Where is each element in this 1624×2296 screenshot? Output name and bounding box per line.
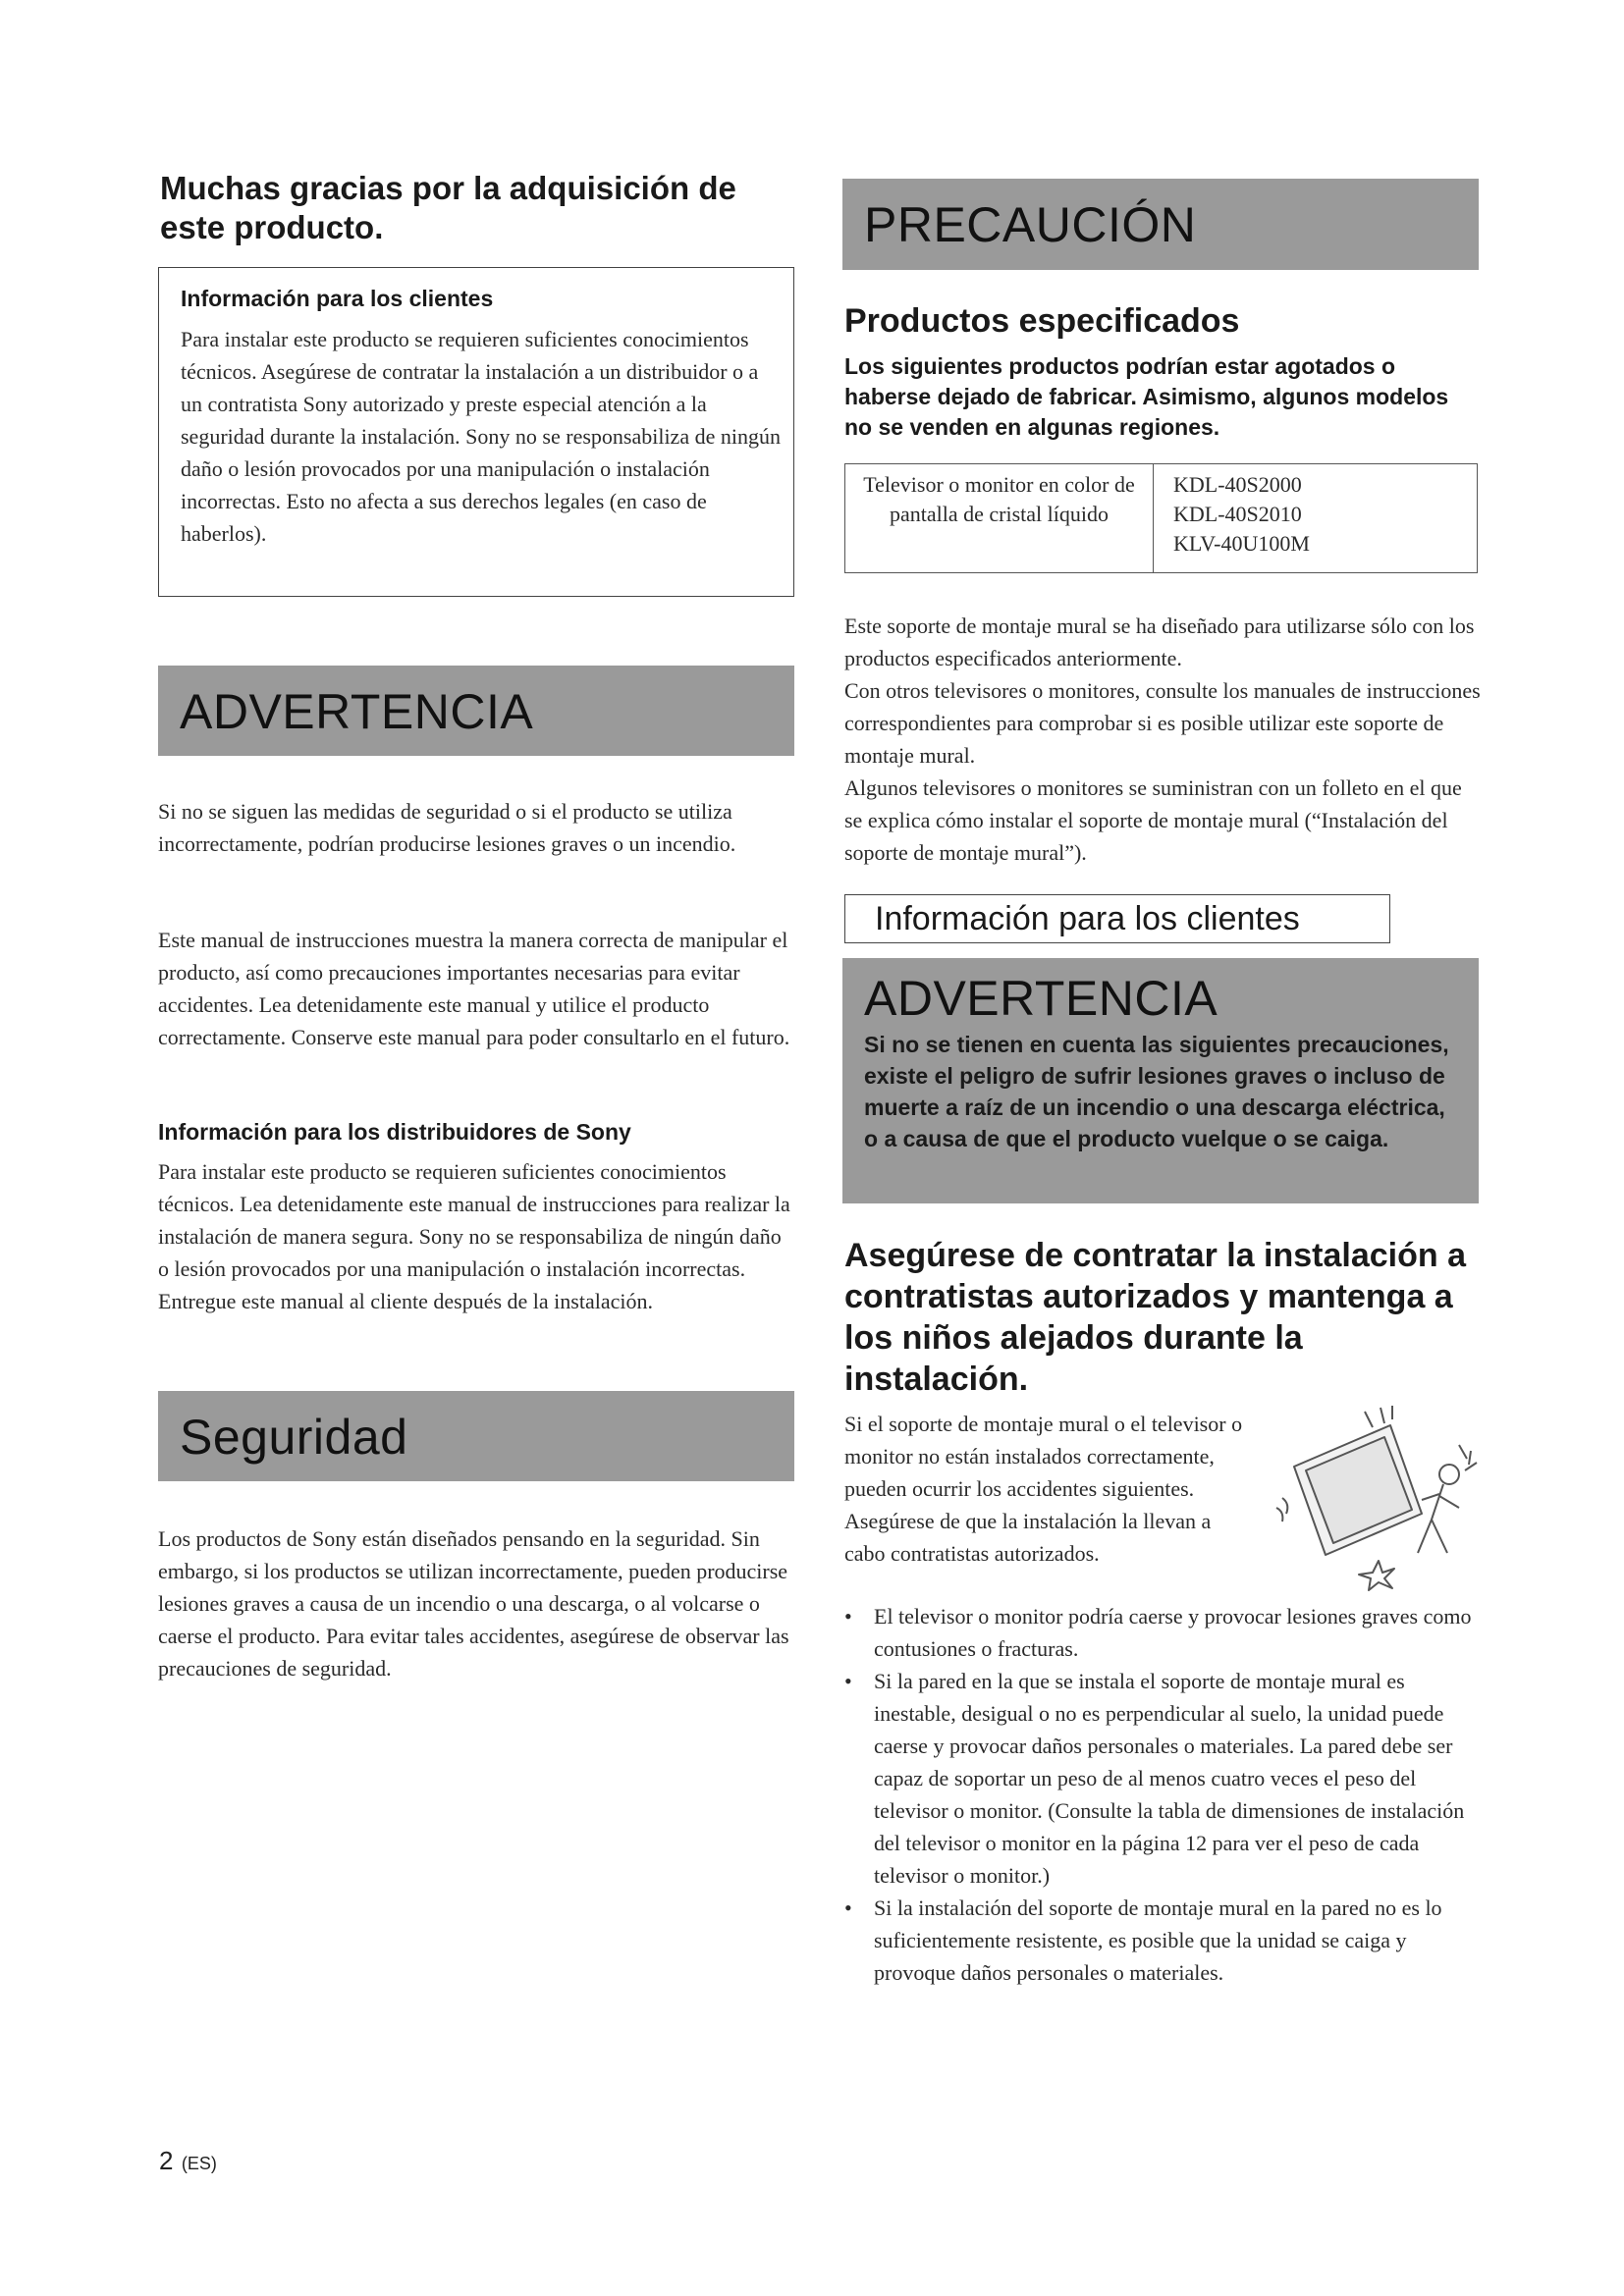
page-lang: (ES): [181, 2154, 217, 2173]
page-footer: [159, 2146, 217, 2176]
install-bullet: • Si la instalación del soporte de montaje mural en la pared no es lo suficientemente resistente, es posible que la unidad se caiga y provoque daños personales o materiales.: [842, 1892, 1479, 1989]
install-bullets: [842, 1600, 1479, 1989]
install-heading: Asegúrese de contratar la instalación a contratistas autorizados y mantenga a los niños alejados durante la instalación.: [844, 1237, 1467, 1398]
falling-tv-illustration: [1274, 1406, 1481, 1592]
info-box-title: Información para los clientes: [875, 900, 1300, 937]
thanks-heading: Muchas gracias por la adquisición de este producto.: [160, 170, 736, 245]
caution-banner: PRECAUCIÓN: [842, 179, 1479, 270]
mount-paragraphs: [844, 610, 1481, 869]
products-table: [844, 463, 1478, 573]
warning-paragraph-1: Si no se siguen las medidas de seguridad o si el producto se utiliza incorrectamente, podrían producirse lesiones graves o un incendio.: [158, 799, 736, 856]
table-model: KLV-40U100M: [1173, 531, 1310, 556]
table-models-cell: [1154, 464, 1478, 573]
install-bullet: • Si la pared en la que se instala el soporte de montaje mural es inestable, desigual o no es perpendicular al suelo, la unidad puede caerse y provocar daños personales o materiales. La pared debe ser capaz de soportar un peso de al menos cuatro veces el peso del televisor o monitor. (Consulte la tabla de dimensiones de instalación del televisor o monitor en la página 12 para ver el peso de cada televisor o monitor.): [842, 1665, 1479, 1892]
page-number: 2: [159, 2146, 174, 2175]
mount-paragraph-3: Algunos televisores o monitores se suministran con un folleto en el que se explica cómo instalar el soporte de montaje mural (“Instalación del soporte de montaje mural”).: [844, 775, 1462, 865]
safety-banner: Seguridad: [158, 1391, 794, 1481]
mount-paragraph-2: Con otros televisores o monitores, consulte los manuales de instrucciones correspondientes para comprobar si es posible utilizar este soporte de montaje mural.: [844, 678, 1481, 768]
products-heading: Productos especificados: [844, 302, 1240, 340]
install-bullet: • El televisor o monitor podría caerse y provocar lesiones graves como contusiones o fracturas.: [842, 1600, 1479, 1665]
safety-text: Los productos de Sony están diseñados pensando en la seguridad. Sin embargo, si los productos se utilizan incorrectamente, pueden producirse lesiones graves a causa de un incendio o una descarga, o al volcarse o caerse el producto. Para evitar tales accidentes, asegúrese de observar las precauciones de seguridad.: [158, 1526, 789, 1681]
customer-info-box: [158, 267, 794, 597]
table-model: KDL-40S2000: [1173, 472, 1302, 497]
warning-banner-left: ADVERTENCIA: [158, 666, 794, 756]
dealers-info-text: Para instalar este producto se requieren suficientes conocimientos técnicos. Lea detenidamente este manual de instrucciones para realizar la instalación de manera segura. Sony no se responsabiliza de ningún daño o lesión provocados por una manipulación o instalación incorrectas. Entregue este manual al cliente después de la instalación.: [158, 1159, 790, 1313]
table-category-cell: Televisor o monitor en color de pantalla de cristal líquido: [845, 464, 1154, 573]
install-intro: Si el soporte de montaje mural o el televisor o monitor no están instalados correctamente, pueden ocurrir los accidentes siguientes. Asegúrese de que la instalación la llevan a cabo contratistas autorizados.: [844, 1412, 1243, 1566]
products-note: Los siguientes productos podrían estar agotados o haberse dejado de fabricar. Asimismo, algunos modelos no se venden en algunas regiones.: [844, 353, 1449, 440]
warning-paragraph-2: Este manual de instrucciones muestra la manera correcta de manipular el producto, así como precauciones importantes necesarias para evitar accidentes. Lea detenidamente este manual y utilice el producto correctamente. Conserve este manual para poder consultarlo en el futuro.: [158, 928, 790, 1049]
customer-info-title: Información para los clientes: [181, 286, 494, 311]
dealers-info-title: Información para los distribuidores de Sony: [158, 1119, 631, 1145]
warning-banner-right: ADVERTENCIA Si no se tienen en cuenta las siguientes precauciones, existe el peligro de sufrir lesiones graves o incluso de muerte a raíz de un incendio o una descarga eléctrica, o a causa de que el producto vuelque o se caiga.: [842, 958, 1479, 1203]
table-model: KDL-40S2010: [1173, 502, 1302, 526]
warning-text-right: Si no se tienen en cuenta las siguientes precauciones, existe el peligro de sufrir lesiones graves o incluso de muerte a raíz de un incendio o una descarga eléctrica, o a causa de que el producto vuelque o se caiga.: [864, 1032, 1449, 1151]
customer-info-text: Para instalar este producto se requieren suficientes conocimientos técnicos. Asegúrese de contratar la instalación a un distribuidor o a un contratista Sony autorizado y preste especial atención a la seguridad durante la instalación. Sony no se responsabiliza de ningún daño o lesión provocados por una manipulación o instalación incorrectas. Esto no afecta a sus derechos legales (en caso de haberlos).: [181, 327, 781, 546]
info-box-title-frame: [844, 894, 1390, 943]
mount-paragraph-1: Este soporte de montaje mural se ha diseñado para utilizarse sólo con los productos especificados anteriormente.: [844, 614, 1475, 670]
